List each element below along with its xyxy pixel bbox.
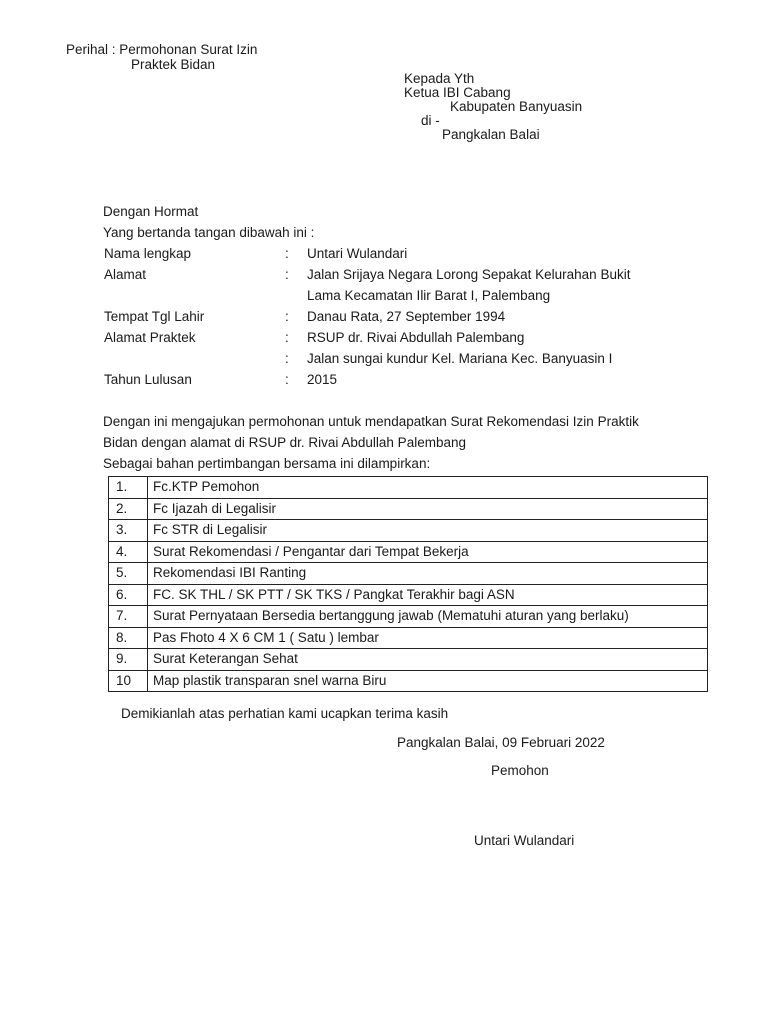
identity-label: Alamat — [104, 267, 147, 282]
table-row — [109, 498, 708, 520]
row-number: 3. — [109, 520, 148, 542]
attachments-table — [108, 476, 708, 692]
row-number: 5. — [109, 563, 148, 585]
identity-value: Jalan sungai kundur Kel. Mariana Kec. Banyuasin I — [307, 351, 613, 366]
signer-role: Pemohon — [491, 763, 549, 778]
table-row — [109, 584, 708, 606]
row-number: 8. — [109, 627, 148, 649]
identity-label: Tempat Tgl Lahir — [104, 309, 205, 324]
recipient-regency: Kabupaten Banyuasin — [450, 99, 583, 114]
identity-colon: : — [285, 309, 289, 324]
identity-colon: : — [285, 372, 289, 387]
identity-value: Danau Rata, 27 September 1994 — [307, 309, 506, 324]
place-date: Pangkalan Balai, 09 Februari 2022 — [397, 735, 605, 750]
row-text: FC. SK THL / SK PTT / SK TKS / Pangkat Terakhir bagi ASN — [148, 584, 708, 606]
row-text: Fc.KTP Pemohon — [148, 477, 708, 499]
row-number: 4. — [109, 541, 148, 563]
row-number: 1. — [109, 477, 148, 499]
subject-line-continued: Praktek Bidan — [131, 57, 216, 72]
row-number: 9. — [109, 649, 148, 671]
identity-value: Untari Wulandari — [307, 246, 408, 261]
identity-value: Jalan Srijaya Negara Lorong Sepakat Kelurahan Bukit — [307, 267, 631, 282]
recipient-city: Pangkalan Balai — [442, 127, 540, 142]
table-row — [109, 541, 708, 563]
greeting: Dengan Hormat — [103, 204, 199, 219]
table-row — [109, 649, 708, 671]
identity-colon: : — [285, 267, 289, 282]
request-text-line1: Dengan ini mengajukan permohonan untuk mendapatkan Surat Rekomendasi Izin Praktik — [103, 414, 639, 429]
identity-value: Lama Kecamatan Ilir Barat I, Palembang — [307, 288, 551, 303]
identity-value: 2015 — [307, 372, 338, 387]
recipient-title: Ketua IBI Cabang — [404, 85, 511, 100]
identity-value: RSUP dr. Rivai Abdullah Palembang — [307, 330, 525, 345]
identity-colon: : — [285, 351, 289, 366]
signer-name: Untari Wulandari — [474, 833, 575, 848]
table-row — [109, 670, 708, 692]
attachments-intro: Sebagai bahan pertimbangan bersama ini dilampirkan: — [103, 456, 431, 471]
row-text: Fc Ijazah di Legalisir — [148, 498, 708, 520]
row-text: Map plastik transparan snel warna Biru — [148, 670, 708, 692]
intro-text: Yang bertanda tangan dibawah ini : — [103, 225, 315, 240]
row-number: 7. — [109, 606, 148, 628]
table-row — [109, 477, 708, 499]
row-text: Rekomendasi IBI Ranting — [148, 563, 708, 585]
row-number: 10 — [109, 670, 148, 692]
identity-label: Alamat Praktek — [104, 330, 196, 345]
row-number: 6. — [109, 584, 148, 606]
table-row — [109, 520, 708, 542]
recipient-di: di - — [421, 113, 440, 128]
table-row — [109, 627, 708, 649]
table-row — [109, 563, 708, 585]
row-text: Surat Keterangan Sehat — [148, 649, 708, 671]
recipient-salutation: Kepada Yth — [404, 71, 475, 86]
subject-line: Perihal : Permohonan Surat Izin — [66, 42, 258, 57]
table-row — [109, 606, 708, 628]
row-text: Surat Rekomendasi / Pengantar dari Tempat Bekerja — [148, 541, 708, 563]
row-text: Surat Pernyataan Bersedia bertanggung jawab (Mematuhi aturan yang berlaku) — [148, 606, 708, 628]
identity-label: Nama lengkap — [104, 246, 192, 261]
request-text-line2: Bidan dengan alamat di RSUP dr. Rivai Abdullah Palembang — [103, 435, 466, 450]
closing-text: Demikianlah atas perhatian kami ucapkan terima kasih — [121, 706, 449, 721]
identity-colon: : — [285, 246, 289, 261]
row-text: Pas Fhoto 4 X 6 CM 1 ( Satu ) lembar — [148, 627, 708, 649]
row-number: 2. — [109, 498, 148, 520]
identity-label: Tahun Lulusan — [104, 372, 192, 387]
row-text: Fc STR di Legalisir — [148, 520, 708, 542]
identity-colon: : — [285, 330, 289, 345]
